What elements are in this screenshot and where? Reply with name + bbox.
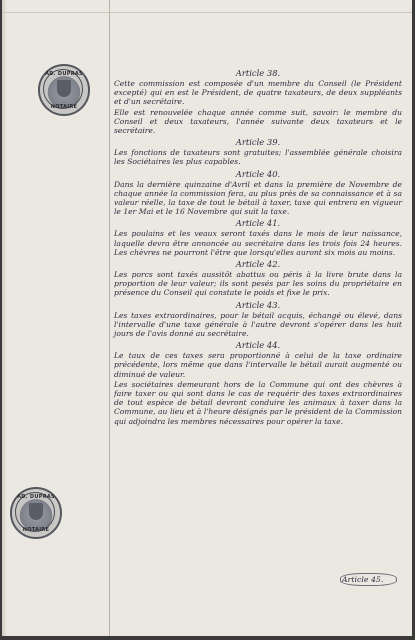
article-heading: Article 44. xyxy=(235,340,281,351)
article-heading: Article 38. xyxy=(235,68,281,78)
stamp-top-text: AD. DUPRAS xyxy=(45,71,83,77)
notary-stamp xyxy=(10,487,62,539)
article-paragraph: Elle est renouvelée chaque année comme suit, savoir: le membre du Conseil et deux taxateurs, l'année suivante deux taxateurs et le secrétaire. xyxy=(114,107,402,136)
document-page xyxy=(2,0,412,636)
article-paragraph: Les taxes extraordinaires, pour le bétail acquis, échangé ou élevé, dans l'intervalle d'une taxe générale à l'autre devront s'opérer dans les huit jours de l'avis donné au secrétaire. xyxy=(114,310,402,339)
next-article-flourish: Article 45. xyxy=(342,575,384,584)
top-rule xyxy=(2,12,412,13)
article-paragraph: Les porcs sont taxés aussitôt abattus ou péris à la livre brute dans la proportion de leur valeur; ils sont pesés par les soins du propriétaire en présence du Conseil qui constate le poids et fixe le prix. xyxy=(114,270,402,298)
notary-stamp xyxy=(38,64,90,116)
article-paragraph: Les fonctions de taxateurs sont gratuites; l'assemblée générale choisira les Sociétaires les plus capables. xyxy=(114,148,402,167)
article-heading: Article 39. xyxy=(235,137,281,148)
stamp-top-text: AD. DUPRAS xyxy=(17,494,55,500)
article-paragraph: Les poulains et les veaux seront taxés dans le mois de leur naissance, laquelle devra être annoncée au secrétaire dans les trois fois 24 heures. Les chèvres ne pourront l'être que lorsqu'elles auront six mois au moins. xyxy=(114,229,402,257)
article-paragraph: Les sociétaires demeurant hors de la Commune qui ont des chèvres à faire taxer ou qui sont dans le cas de requérir des taxes extraordinaires de tout espèce de bétail devront conduire les animaux à taxer dans la Commune, au lieu et à l'heure désignés par le président de la Commission qui adjoindra les membres nécessaires pour opérer la taxe. xyxy=(114,379,402,426)
coat-of-arms-icon xyxy=(29,503,43,520)
coat-of-arms-icon xyxy=(57,80,71,97)
stamp-bottom-text: NOTAIRE xyxy=(50,104,78,110)
margin-rule xyxy=(109,0,110,636)
article-heading: Article 42. xyxy=(235,259,281,270)
article-paragraph: Cette commission est composée d'un membre du Conseil (le Président excepté) qui en est le Président, de quatre taxateurs, de deux suppléants et d'un secrétaire. xyxy=(114,79,402,107)
article-heading: Article 40. xyxy=(235,168,281,179)
stamp-bottom-text: NOTAIRE xyxy=(22,527,50,533)
article-paragraph: Le taux de ces taxes sera proportionné à celui de la taxe ordinaire précédente, lors même que dans l'intervalle le bétail aurait augmenté ou diminué de valeur. xyxy=(114,351,402,379)
article-heading: Article 43. xyxy=(235,299,281,310)
handwritten-text xyxy=(114,66,402,427)
article-heading: Article 41. xyxy=(235,218,281,229)
article-paragraph: Dans la dernière quinzaine d'Avril et dans la première de Novembre de chaque année la commission fera, au plus près de sa connaissance et à sa valeur réelle, la taxe de tout le bétail à taxer, taxe qui entrera en vigueur le 1er Mai et le 16 Novembre qui suit la taxe. xyxy=(114,179,402,217)
